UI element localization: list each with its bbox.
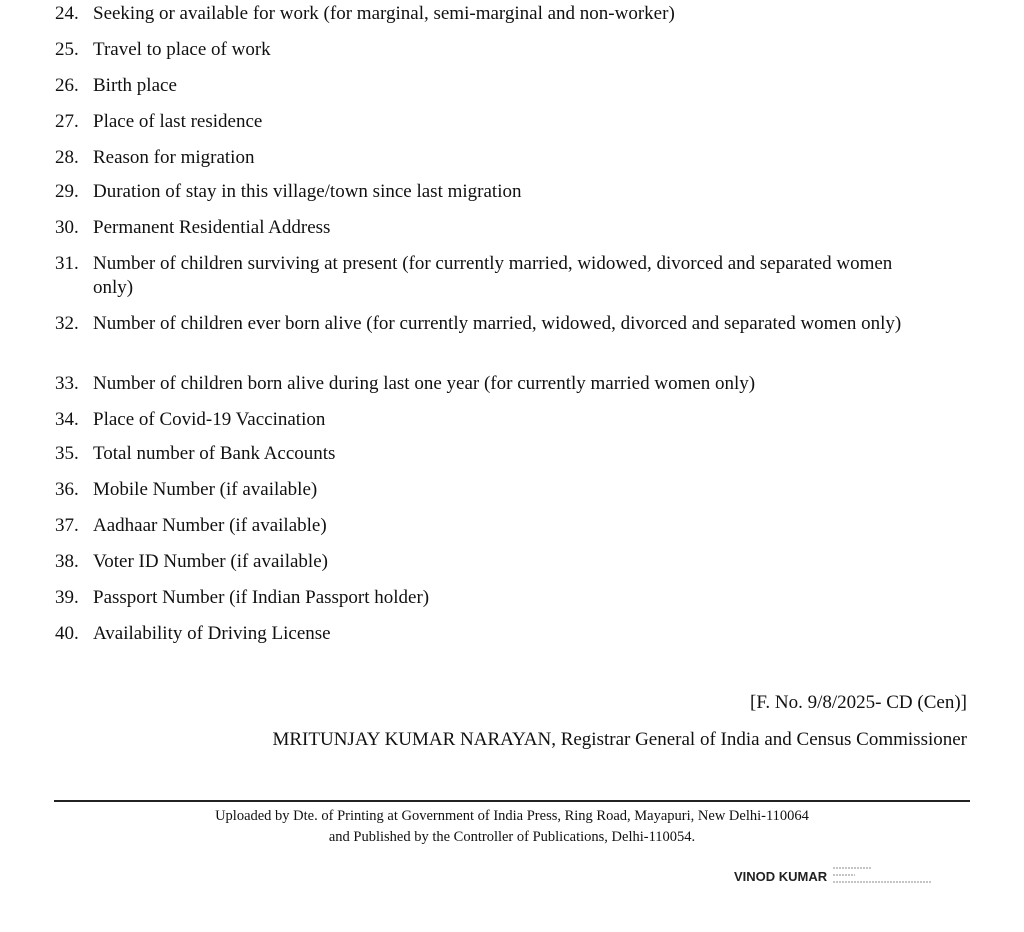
item-text: Travel to place of work [93,39,271,60]
item-number: 39. [55,587,79,608]
list-item [55,146,975,170]
footer-divider [54,800,970,802]
item-number: 34. [55,409,79,430]
list-item [55,216,975,240]
item-number: 24. [55,3,79,24]
list-item [55,586,975,610]
list-item [55,408,975,432]
item-number: 40. [55,623,79,644]
item-text: Total number of Bank Accounts [93,443,336,464]
item-number: 37. [55,515,79,536]
list-item [55,372,975,396]
item-text: Passport Number (if Indian Passport holder) [93,587,430,608]
item-text: Place of Covid-19 Vaccination [93,409,326,430]
item-text: Voter ID Number (if available) [93,551,328,572]
item-text: Place of last residence [93,111,263,132]
item-text: Number of children surviving at present (for currently married, widowed, divorced and separated women only) [93,253,893,298]
digital-signature-block [734,864,941,889]
item-text: Permanent Residential Address [93,217,331,238]
signatory-line: MRITUNJAY KUMAR NARAYAN, Registrar General of India and Census Commissioner [272,729,967,750]
item-number: 26. [55,75,79,96]
list-item [55,550,975,574]
list-item [55,110,975,134]
item-text: Reason for migration [93,147,255,168]
list-item [55,478,975,502]
item-number: 35. [55,443,79,464]
item-text: Mobile Number (if available) [93,479,318,500]
item-text: Number of children ever born alive (for currently married, widowed, divorced and separated women only) [93,313,902,334]
item-number: 30. [55,217,79,238]
digital-signature-stamp-icon [831,864,941,889]
digital-signature-name: VINOD KUMAR [734,869,828,884]
item-text: Seeking or available for work (for marginal, semi-marginal and non-worker) [93,3,675,24]
list-item [55,442,975,466]
item-number: 29. [55,181,79,202]
signature-stamp-scribble-icon [831,864,941,886]
item-number: 32. [55,313,79,334]
item-text: Aadhaar Number (if available) [93,515,327,536]
item-text: Number of children born alive during last one year (for currently married women only) [93,373,756,394]
list-item [55,180,975,204]
footer-line-1: Uploaded by Dte. of Printing at Government of India Press, Ring Road, Mayapuri, New Delhi-110064 [215,808,809,824]
file-number: [F. No. 9/8/2025- CD (Cen)] [750,692,967,713]
item-text: Duration of stay in this village/town since last migration [93,181,522,202]
item-number: 33. [55,373,79,394]
publication-footer [54,806,970,848]
item-text: Birth place [93,75,177,96]
footer-line-2: and Published by the Controller of Publications, Delhi-110054. [328,829,696,845]
list-item [55,74,975,98]
item-number: 31. [55,253,79,274]
item-number: 25. [55,39,79,60]
item-number: 36. [55,479,79,500]
list-item [55,2,975,26]
item-number: 27. [55,111,79,132]
list-item [55,252,975,300]
list-item [55,622,975,646]
item-number: 38. [55,551,79,572]
item-text: Availability of Driving License [93,623,331,644]
list-item [55,514,975,538]
item-number: 28. [55,147,79,168]
list-item [55,38,975,62]
list-item [55,312,975,336]
